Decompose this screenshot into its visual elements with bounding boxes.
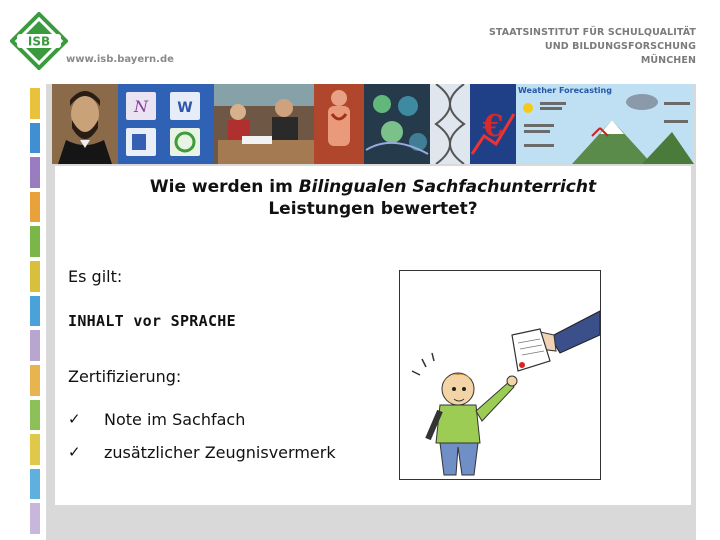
- color-stripe: [30, 226, 40, 257]
- title-prefix: Wie werden im: [149, 177, 299, 197]
- svg-text:N: N: [134, 97, 148, 116]
- svg-text:€: €: [482, 109, 504, 144]
- color-stripe: [30, 330, 40, 361]
- weather-forecast-image: [516, 84, 694, 164]
- bullet-note-im-sachfach: Note im Sachfach: [104, 410, 246, 429]
- es-gilt-label: Es gilt:: [68, 267, 123, 286]
- bullet-zeugnisvermerk: zusätzlicher Zeugnisvermerk: [104, 443, 336, 462]
- isb-logo: [10, 12, 68, 70]
- color-stripe: [30, 296, 40, 327]
- color-stripe: [30, 88, 40, 119]
- institute-name: [489, 26, 696, 68]
- color-stripe: [30, 503, 40, 534]
- photo-banner: [52, 84, 694, 164]
- color-stripe: [30, 365, 40, 396]
- checkmark-icon: ✓: [68, 410, 81, 428]
- color-stripe: [30, 123, 40, 154]
- svg-text:W: W: [177, 100, 193, 116]
- institute-line-2: UND BILDUNGSFORSCHUNG: [544, 41, 696, 52]
- institute-line-1: STAATSINSTITUT FÜR SCHULQUALITÄT: [488, 27, 696, 38]
- molecules-image: [364, 84, 430, 164]
- title-italic: Bilingualen Sachfachunterricht: [298, 177, 597, 197]
- institute-line-3: MÜNCHEN: [640, 55, 696, 66]
- color-stripes: [30, 86, 40, 536]
- title-line-2: Leistungen bewertet?: [268, 199, 478, 219]
- site-url[interactable]: www.isb.bayern.de: [66, 54, 174, 65]
- color-stripe: [30, 261, 40, 292]
- anatomy-image: [314, 84, 364, 164]
- certificate-cartoon: [399, 270, 601, 480]
- euro-graph-image: [470, 84, 516, 164]
- color-stripe: [30, 434, 40, 465]
- inhalt-vor-sprache: INHALT vor SPRACHE: [68, 312, 236, 330]
- slide-title: [55, 176, 691, 220]
- weather-title: Weather Forecasting: [518, 86, 612, 95]
- dna-image: [430, 84, 470, 164]
- color-stripe: [30, 192, 40, 223]
- color-stripe: [30, 400, 40, 431]
- portrait-image: [52, 84, 118, 164]
- checkmark-icon: ✓: [68, 443, 81, 461]
- zertifizierung-label: Zertifizierung:: [68, 367, 182, 386]
- color-stripe: [30, 469, 40, 500]
- logo-text: ISB: [27, 34, 51, 49]
- office-icons-image: [118, 84, 214, 164]
- color-stripe: [30, 157, 40, 188]
- classroom-image: [214, 84, 314, 164]
